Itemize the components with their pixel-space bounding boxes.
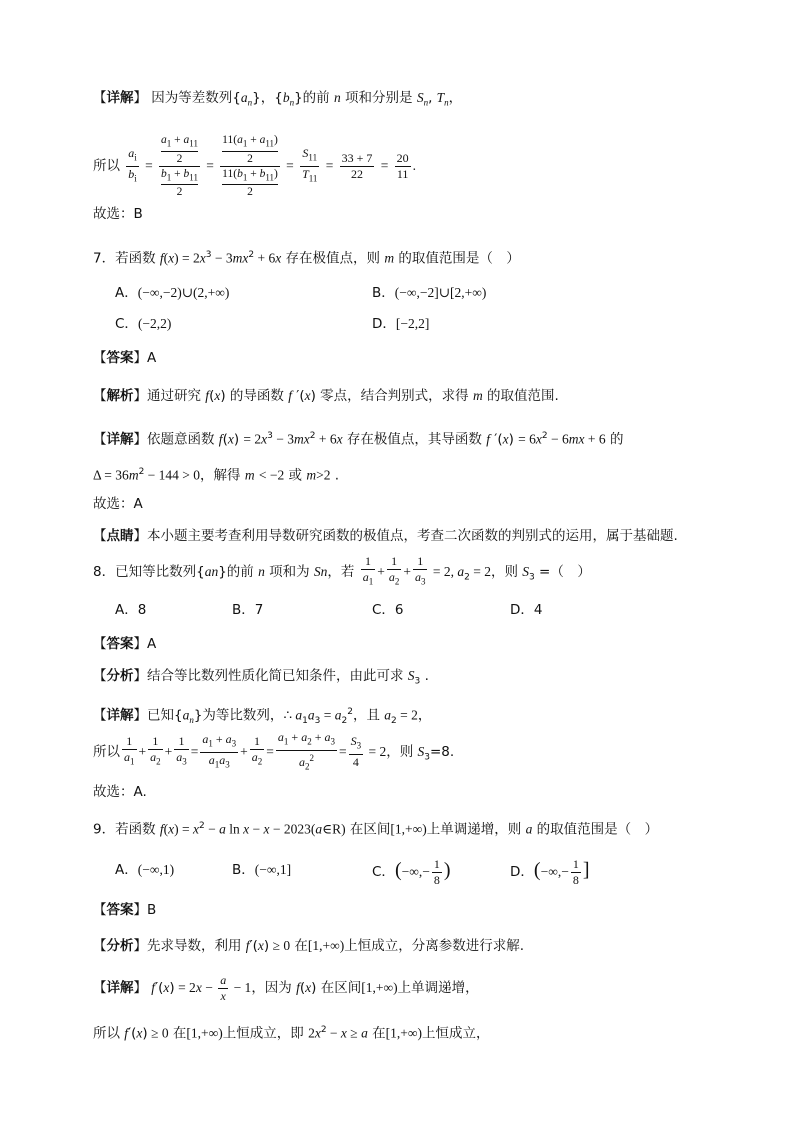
q8-choose: 故选：A. <box>93 784 147 800</box>
p6-detail-line <box>93 88 462 113</box>
p6-detail-text: 因为等差数列$\{a_n\}$，$\{b_n\}$的前 n 项和分别是 $S_n$, $T_n$， <box>151 90 463 108</box>
q8-option-d[interactable]: D．4 <box>510 602 543 618</box>
q7-analysis: 【解析】通过研究 f(x) 的导函数 f ′(x) 零点，结合判别式，求得 m 的取值范围. <box>93 388 559 404</box>
q8-detail: 【详解】已知$\{a_n\}$为等比数列，∴ $a_1a_3 = a_2^2$，且 $a_2 = 2$， <box>93 707 432 727</box>
q7-detail: 【详解】依题意函数 $f(x) = 2x^3 - 3mx^2 + 6x$ 存在极值点，其导函数 f $'(x) = 6x^2 - 6mx + 6$ 的 <box>93 431 624 448</box>
q9-answer: 【答案】B <box>93 902 157 918</box>
q8-stem: 8．已知等比数列{an}的前 n 项和为 Sn，若 $\frac{1}{a_1}$ + $\frac{1}{a_2}$ + $\frac{1}{a_3}$ = 2, $a_2 = 2$，则 $S_3$ =（ ） <box>93 554 591 587</box>
p6-choose: 故选：B <box>93 206 143 222</box>
q8-option-c[interactable]: C．6 <box>372 602 404 618</box>
q7-detail2: $\Delta = 36m^2 - 144 > 0$，解得 m < −2 或 m>2 . <box>93 467 340 484</box>
q8-option-b[interactable]: B．7 <box>232 602 264 618</box>
q8-analysis: 【分析】结合等比数列性质化简已知条件，由此可求 $S_3$ . <box>93 668 429 687</box>
q9-analysis: 【分析】先求导数，利用 f′(x) ≥ 0 在[1,+∞)上恒成立，分离参数进行求解. <box>93 938 525 954</box>
q7-choose: 故选：A <box>93 496 143 512</box>
q9-last: 所以 f′(x) ≥ 0 在[1,+∞)上恒成立，即 $2x^2 - x \ge a$ 在[1,+∞)上恒成立， <box>93 1025 490 1042</box>
q9-option-d[interactable]: D．(−∞,− $\frac{1}{8}$ ] <box>510 856 590 887</box>
q9-stem: 9．若函数 $f(x) = x^2 - a$ ln x − x − 2023(a∈R) 在区间[1,+∞)上单调递增，则 a 的取值范围是（ ） <box>93 821 659 838</box>
p6-frac-20: $\frac{20}{11}$ <box>396 150 409 181</box>
q7-option-d[interactable]: D．[−2,2] <box>372 316 430 332</box>
q9-detail: 【详解】 f′(x) = 2x − $\frac{a}{x}$ − 1，因为 f(x) 在区间[1,+∞)上单调递增， <box>93 972 479 1003</box>
q7-option-c[interactable]: C．(−2,2) <box>115 316 172 332</box>
p6-frac-11: $\frac{\frac{11(a_1 + a_{11})}{2}}{\frac{11(b_1 + b_{11})}{2}}$ <box>222 134 278 198</box>
detail-label: 【详解】 <box>93 90 147 106</box>
q8-option-a[interactable]: A．8 <box>115 602 147 618</box>
q7-answer: 【答案】A <box>93 350 157 366</box>
q7-option-a[interactable]: A．(−∞,−2)∪(2,+∞) <box>115 285 230 301</box>
q7-stem: 7．若函数 $f(x) = 2x^3 - 3mx^2 + 6x$ 存在极值点，则 m 的取值范围是（ ） <box>93 250 520 267</box>
q9-option-a[interactable]: A．(−∞,1) <box>115 862 175 878</box>
p6-so-prefix: 所以 <box>93 158 120 174</box>
q9-option-b[interactable]: B．(−∞,1] <box>232 862 292 878</box>
p6-frac-sum: $\frac{\frac{a_1 + a_{11}}{2}}{\frac{b_1 + b_{11}}{2}}$ <box>161 134 198 198</box>
q7-option-b[interactable]: B．(−∞,−2]∪[2,+∞) <box>372 285 487 301</box>
p6-frac-33: $\frac{33 + 7}{22}$ <box>341 150 373 181</box>
q8-equation: 所以 $\frac{1}{a_1}$ + $\frac{1}{a_2}$ + $\frac{1}{a_3}$ = $\frac{a_1 + a_3}{a_1a_3}$ + $\frac{1}{a_2}$ = $\frac{a_1 + a_2 + a_3}{a_2^2}$ = $\frac{S_3}{4}$ = 2，则 $S_3=8$. <box>93 730 455 771</box>
p6-equation: 所以 $\frac{a_i}{b_i}$ = $\frac{\frac{a_1 + a_{11}}{2}}{\frac{b_1 + b_{11}}{2}}$ = $\frac{\frac{11(a_1 + a_{11})}{2}}{\frac{11(b_1 + b_{11})}{2}}$ = $\frac{S_{11}}{T_{11}}$ = $\frac{33 + 7}{22}$ = $\frac{20}{11}$ . <box>93 134 417 198</box>
q9-option-c[interactable]: C．(−∞,− $\frac{1}{8}$ ) <box>372 856 451 887</box>
p6-frac-ab: $\frac{a_i}{b_i}$ <box>128 146 137 183</box>
q7-comment: 【点睛】本小题主要考查利用导数研究函数的极值点，考查二次函数的判别式的运用，属于基础题. <box>93 528 678 544</box>
p6-frac-st: $\frac{S_{11}}{T_{11}}$ <box>302 146 318 183</box>
q8-answer: 【答案】A <box>93 636 157 652</box>
